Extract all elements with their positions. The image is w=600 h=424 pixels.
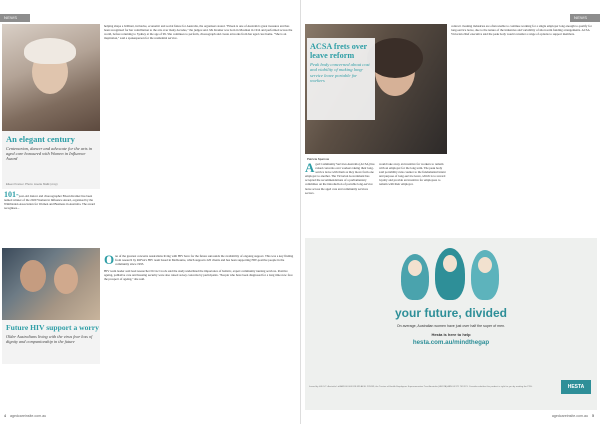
hesta-logo-text: HESTA (567, 384, 585, 390)
hesta-ad (305, 238, 597, 410)
hiv-subtitle: Older Australians living with the virus fear loss of dignity and companionship in the future (6, 334, 93, 344)
left-url[interactable]: agedcareinsite.com.au (10, 414, 47, 418)
acsa-col-1 (305, 162, 375, 234)
hiv-photo (2, 248, 100, 320)
footer-left (4, 414, 46, 418)
right-page-number: 5 (592, 414, 594, 418)
acsa-caption: Patricia Sparrow (307, 157, 330, 161)
hiv-dropcap: O (104, 254, 115, 267)
elegant-caption: Eileen Kramer. Photo: Lisette Malik (crop) (6, 182, 58, 186)
ad-headline: your future, divided (394, 306, 507, 320)
acsa-subtitle: Peak body concerned about cost and viability of making long-service leave portable for workers (310, 62, 370, 83)
ad-body: On average, Australian women have just over half the super of men. (396, 324, 506, 328)
article-col-1 (4, 191, 100, 241)
article-lead-text: year-old dancer and choreographer Eileen Kramer has been named winner of the 2020 Women in Influence Award, organised by the Wimbledon Association for Women and Business in Australia. The award recognises... (4, 194, 96, 211)
acsa-col-2: would take away an incentive for workers to remain with an employer for the long term. The peak body said portability runs counter to the fundamental intent and purpose of long-service leave, which is to reward loyalty and provide an incentive for employees to remain with their employer. (379, 162, 446, 187)
ad-fine-print: Issued by H.E.S.T. Australia Ltd ABN 66 006 818 695 AFSL 235249, the Trustee of Health Employees Superannuation Trust Australia (HESTA) ABN 64 971 749 321. Consider whether this product is right for you by reading the PDS. (309, 386, 533, 388)
ad-dolls (401, 244, 501, 302)
section-tab-right: NEWS (570, 14, 600, 22)
elegant-title: An elegant century (6, 134, 75, 144)
ad-cta: Hesta is here to help (431, 332, 471, 337)
left-page-number: 4 (4, 414, 6, 418)
hesta-logo (561, 380, 591, 394)
hiv-panel (2, 320, 100, 364)
article-lead-number: 101- (4, 191, 19, 199)
elegant-subtitle: Centenarian, dancer and advocate for the arts in aged care honoured with Women in Influence Award (6, 146, 93, 161)
footer-right (552, 414, 594, 418)
right-page (300, 0, 600, 424)
eileen-photo (2, 24, 100, 131)
acsa-col-3: contract cleaning industries are often unable to continue working for a single employer long enough to qualify for long-service leave, due to the nature of the industries and variability of short-term funding arrangements. ACSA Victorian chief executive said the peak body would consider a range of options to support members. (451, 24, 592, 37)
elegant-panel (2, 131, 100, 189)
hiv-body-1: ne of the greatest concerns Australians living with HIV have for the future surrounds the availability of ongoing support. This was a key finding from research by ROVA's HIV team based in Melbourne, which supports 220 clients and has been supporting HIV-positive people in the community since 1993. (115, 254, 294, 267)
right-url[interactable]: agedcareinsite.com.au (551, 414, 588, 418)
acsa-title: ACSA frets over leave reform (310, 42, 367, 60)
article-col-2: helping shape a brilliant, inclusive, economic and social future for Australia, the organisers stated. "Eileen is one of Australia's great treasures and has been recognised for her contribution to the arts over many decades," the judges said. Ms Kramer was born in Mosman in 1914 and performed across the world, before returning to Sydney at the age of 99. She continues to perform, choreograph and create artworks from her aged care home. "She is an inspiration," said a spokesperson for the residential service. (104, 24, 293, 41)
acsa-dropcap: A (305, 162, 315, 175)
hiv-body-2: HIV team leader said lead researcher Dr Liz Crock said the study underlined the importance of holistic, expert community nursing services. Positive ageing, palliative care and housing security were also raised as key concerns by participants. "People who have been diagnosed for a long time now face the prospect of ageing," she said. (104, 269, 293, 282)
hiv-body (104, 254, 294, 410)
acsa-body-1: ged Community Services Australia (ACSA) has raised concerns over workers taking their long-service leave with them as they move from one employer to another. The Victorian Government has accepted the recommendations of a parliamentary committee on the introduction of portable long-service leave across the aged care and community services sectors. (305, 162, 375, 195)
section-tab-left: NEWS (0, 14, 30, 22)
hiv-title: Future HIV support a worry (6, 323, 99, 332)
ad-url[interactable]: hesta.com.au/mindthegap (412, 339, 490, 346)
acsa-panel (307, 38, 375, 120)
